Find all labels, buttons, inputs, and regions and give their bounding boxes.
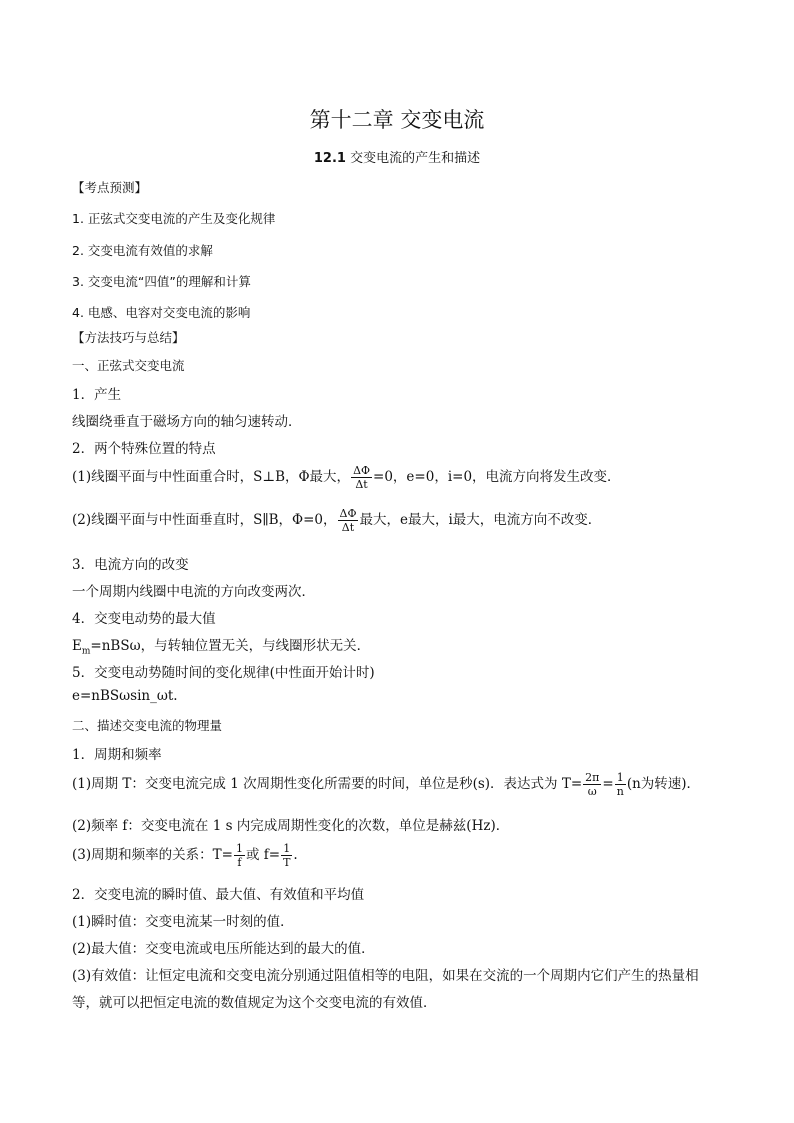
forecast-item-2: 2. 交变电流有效值的求解 (72, 243, 213, 258)
s1-p2-title: 2．两个特殊位置的特点 (72, 441, 216, 457)
s2-q1-a-post: (n为转速)． (626, 776, 701, 792)
s2-q1-c (72, 842, 298, 869)
s2-q1-a (72, 771, 700, 798)
s1-p2-a-pre: (1)线圈平面与中性面重合时，S⊥B，Φ最大， (72, 469, 351, 485)
s1-p5-text: e=nBSωsin_ωt. (72, 688, 178, 704)
s1-p3-title: 3．电流方向的改变 (72, 557, 189, 573)
s1-p1-title: 1．产生 (72, 387, 122, 403)
s1-p2-b (72, 507, 601, 534)
section-number: 12.1 (313, 151, 346, 166)
forecast-item-4: 4. 电感、电容对交变电流的影响 (72, 305, 251, 320)
two-pi-over-omega-fraction (583, 771, 601, 798)
s1-p2-b-post: 最大，e最大，i最大，电流方向不改变． (359, 512, 602, 528)
fraction-numerator: 2π (585, 771, 600, 784)
section-subtitle (0, 147, 794, 166)
one-over-f-fraction (234, 842, 245, 869)
one-over-t-fraction (281, 842, 292, 869)
s2-q1-c-post: . (293, 847, 298, 863)
fraction-numerator: 1 (616, 771, 624, 784)
fraction-denominator: ω (587, 785, 597, 798)
emf-subscript: m (81, 646, 91, 657)
section-subtitle-text: 交变电流的产生和描述 (345, 151, 481, 166)
s2-q1-b: (2)频率 f：交变电流在 1 s 内完成周期性变化的次数，单位是赫兹(Hz)． (72, 818, 510, 834)
s2-q1-c-pre: (3)周期和频率的关系：T= (72, 847, 233, 863)
fraction-denominator: Δt (355, 478, 368, 491)
page-title: 第十二章 交变电流 (309, 108, 485, 132)
s1-p4-formula: =nBSω，与转轴位置无关，与线圈形状无关． (90, 638, 371, 654)
fraction-numerator: ΔΦ (339, 507, 357, 520)
s1-p2-a (72, 464, 621, 491)
section-2-heading: 二、描述交变电流的物理量 (72, 718, 223, 733)
fraction-numerator: 1 (235, 842, 243, 855)
s2-q2-c-line2: 等，就可以把恒定电流的数值规定为这个交变电流的有效值． (72, 995, 437, 1011)
equals-sign: = (602, 776, 614, 792)
s1-p4-text (72, 634, 370, 657)
s1-p2-b-pre: (2)线圈平面与中性面垂直时，S∥B，Φ=0， (72, 512, 337, 528)
fraction-denominator: n (616, 785, 624, 798)
s2-q1-title: 1．周期和频率 (72, 747, 162, 763)
s2-q2-b: (2)最大值：交变电流或电压所能达到的最大的值． (72, 941, 375, 957)
forecast-item-3: 3. 交变电流“四值”的理解和计算 (72, 274, 251, 289)
s1-p1-text: 线圈绕垂直于磁场方向的轴匀速转动． (72, 414, 302, 430)
delta-phi-over-delta-t-fraction (351, 464, 372, 491)
fraction-numerator: 1 (283, 842, 291, 855)
s2-q2-a: (1)瞬时值：交变电流某一时刻的值． (72, 914, 294, 930)
one-over-n-fraction (615, 771, 626, 798)
s2-q1-a-pre: (1)周期 T：交变电流完成 1 次周期性变化所需要的时间，单位是秒(s)．表达式为 T= (72, 776, 583, 792)
fraction-denominator: T (283, 856, 291, 869)
s2-q2-c-line1: (3)有效值：让恒定电流和交变电流分别通过阻值相等的电阻，如果在交流的一个周期内它们产生的热量相 (72, 968, 699, 984)
forecast-heading: 【考点预测】 (72, 180, 148, 195)
section-1-heading: 一、正弦式交变电流 (72, 358, 185, 373)
delta-phi-over-delta-t-fraction (338, 507, 359, 534)
fraction-denominator: f (237, 856, 242, 869)
emf-symbol: E (72, 638, 82, 654)
s1-p5-title: 5．交变电动势随时间的变化规律(中性面开始计时) (72, 665, 375, 681)
fraction-denominator: Δt (341, 521, 355, 534)
forecast-item-1: 1. 正弦式交变电流的产生及变化规律 (72, 211, 276, 226)
fraction-numerator: ΔΦ (353, 464, 371, 477)
s1-p3-text: 一个周期内线圈中电流的方向改变两次． (72, 584, 315, 600)
s1-p2-a-post: =0，e=0，i=0，电流方向将发生改变． (373, 469, 621, 485)
s2-q2-title: 2．交变电流的瞬时值、最大值、有效值和平均值 (72, 887, 365, 903)
s2-q1-c-mid: 或 f= (245, 847, 281, 863)
methods-heading: 【方法技巧与总结】 (72, 330, 185, 345)
s1-p4-title: 4．交变电动势的最大值 (72, 611, 216, 627)
